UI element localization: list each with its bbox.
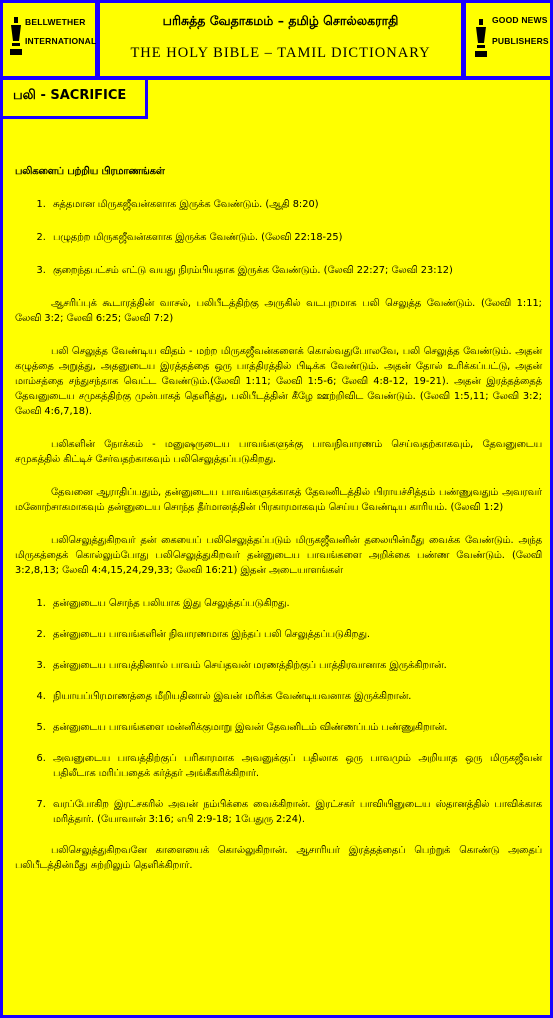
section-heading: பலிகளைப் பற்றிய பிரமாணங்கள் xyxy=(15,166,165,177)
list-item: 2. தன்னுடைய பாவங்களின் நிவாரணமாக இந்தப் பலி செலுத்தப்படுகிறது. xyxy=(49,627,542,642)
rules-list xyxy=(15,197,542,278)
list-item: 5. தன்னுடைய பாவங்களை மன்னிக்குமாறு இவன் தேவனிடம் விண்ணப்பம் பண்ணுகிறான். xyxy=(49,720,542,735)
bellwether-logo xyxy=(0,0,98,79)
article-body xyxy=(15,164,542,873)
topic-label: பலி - SACRIFICE xyxy=(0,77,148,119)
logo-right-line1: GOOD NEWS xyxy=(492,15,548,25)
paragraph-closing: பலிசெலுத்துகிறவனே காளையைக் கொல்லுகிறான். ஆசாரியர் இரத்தத்தைப் பெற்றுக் கொண்டு அதைப் பலிபீடத்தின்மீது சுற்றிலும் தெளிக்கிறார். xyxy=(15,845,542,871)
paragraph-purpose: பலிகளின் நோக்கம் - மனுஷருடைய பாவங்களுக்கு பாவநிவாரணம் செய்வதற்காகவும், தேவனுடைய சமுகத்தில் கிட்டிச் சேர்வதற்காகவும் பலிசெலுத்தப்படுகிறது. xyxy=(15,439,542,465)
list-item: 1. தன்னுடைய சொந்த பலியாக இது செலுத்தப்படுகிறது. xyxy=(49,596,542,611)
title-tamil: பரிசுத்த வேதாகமம் – தமிழ் சொல்லகராதி xyxy=(162,13,399,28)
paragraph-location: ஆசரிப்புக் கூடாரத்தின் வாசல், பலிபீடத்திற்கு அருகில் வடபுறமாக பலி செலுத்த வேண்டும். (லேவி 1:11; லேவி 3:2; லேவி 6:25; லேவி 7:2) xyxy=(15,298,542,324)
list-item: 1. சுத்தமான மிருகஜீவன்களாக இருக்க வேண்டும். (ஆதி 8:20) xyxy=(49,197,542,212)
paragraph-worship: தேவனை ஆராதிப்பதும், தன்னுடைய பாவங்களுக்காகத் தேவனிடத்தில் பிராயச்சித்தம் பண்ணுவதும் அவரவர் மனோற்சாகமாகவும் தன்னுடைய சொந்த தீர்மானத்தின் பிரகாரமாகவும் செய்ய வேண்டிய காரியம். (லேவி 1:2) xyxy=(15,487,542,513)
lamp-icon xyxy=(9,15,23,59)
signs-list xyxy=(15,596,542,827)
main-content-panel xyxy=(0,77,553,1018)
title-english: THE HOLY BIBLE – TAMIL DICTIONARY xyxy=(130,45,431,61)
header-title-box xyxy=(97,0,464,79)
list-item: 3. குறைந்தபட்சம் எட்டு வயது நிரம்பியதாக இருக்க வேண்டும். (லேவி 22:27; லேவி 23:12) xyxy=(49,263,542,278)
paragraph-laying-hands: பலிசெலுத்துகிறவர் தன் கையைப் பலிசெலுத்தப்படும் மிருகஜீவனின் தலையின்மீது வைக்க வேண்டும். அந்த மிருகத்தைக் கொல்லும்போது பலிசெலுத்துகிறவர் தன்னுடைய பாவங்களை அறிக்கை பண்ண வேண்டும். (லேவி 3:2,8,13; லேவி 4:4,15,24,29,33; லேவி 16:21) இதன் அடையாளங்கள் xyxy=(15,535,542,576)
logo-left-line2: INTERNATIONAL xyxy=(25,36,97,46)
logo-left-line1: BELLWETHER xyxy=(25,17,86,27)
list-item: 3. தன்னுடைய பாவத்தினால் பாவம் செய்தவன் மரணத்திற்குப் பாத்திரவானாக இருக்கிறான். xyxy=(49,658,542,673)
good-news-logo xyxy=(463,0,553,79)
list-item: 6. அவனுடைய பாவத்திற்குப் பரிகாரமாக அவனுக்குப் பதிலாக ஒரு பாவமும் அறியாத ஒரு மிருகஜீவன் பதிலீடாக மரிப்பதைக் கர்த்தர் அங்கீகரிக்கிறார். xyxy=(49,751,542,781)
list-item: 4. நியாயப்பிரமாணத்தை மீறியதினால் இவன் மரிக்க வேண்டியவனாக இருக்கிறான். xyxy=(49,689,542,704)
lamp-icon xyxy=(474,17,488,61)
paragraph-method: பலி செலுத்த வேண்டிய விதம் - மற்ற மிருகஜீவன்களைக் கொல்வதுபோலவே, பலி செலுத்த வேண்டும். அதன் கழுத்தை அறுத்து, அதனுடைய இரத்தத்தை ஒரு பாத்திரத்தில் பிடிக்க வேண்டும். அதன் தோல் உரிக்கப்பட்டு, அதன் மாம்சத்தை சந்துசந்தாக வெட்ட வேண்டும்.(லேவி 1:11; லேவி 1:5-6; லேவி 4:8-12, 19-21). அதன் இரத்தத்தைத் தேவனுடைய சமுகத்திற்கு முன்பாகத் தெளித்து, பலிபீடத்தின் கீழே ஊற்றிவிட வேண்டும். (லேவி 1:5,11; லேவி 3:2; லேவி 4:6,7,18). xyxy=(15,346,542,417)
list-item: 2. பழுதற்ற மிருகஜீவன்களாக இருக்க வேண்டும். (லேவி 22:18-25) xyxy=(49,230,542,245)
logo-right-line2: PUBLISHERS xyxy=(492,36,549,46)
list-item: 7. வரப்போகிற இரட்சகரில் அவன் நம்பிக்கை வைக்கிறான். இரட்சகர் பாவியினுடைய ஸ்தானத்தில் பாவிக்காக மரித்தார். (யோவான் 3:16; எபி 2:9-18; 1பேதுரு 2:24). xyxy=(49,797,542,827)
